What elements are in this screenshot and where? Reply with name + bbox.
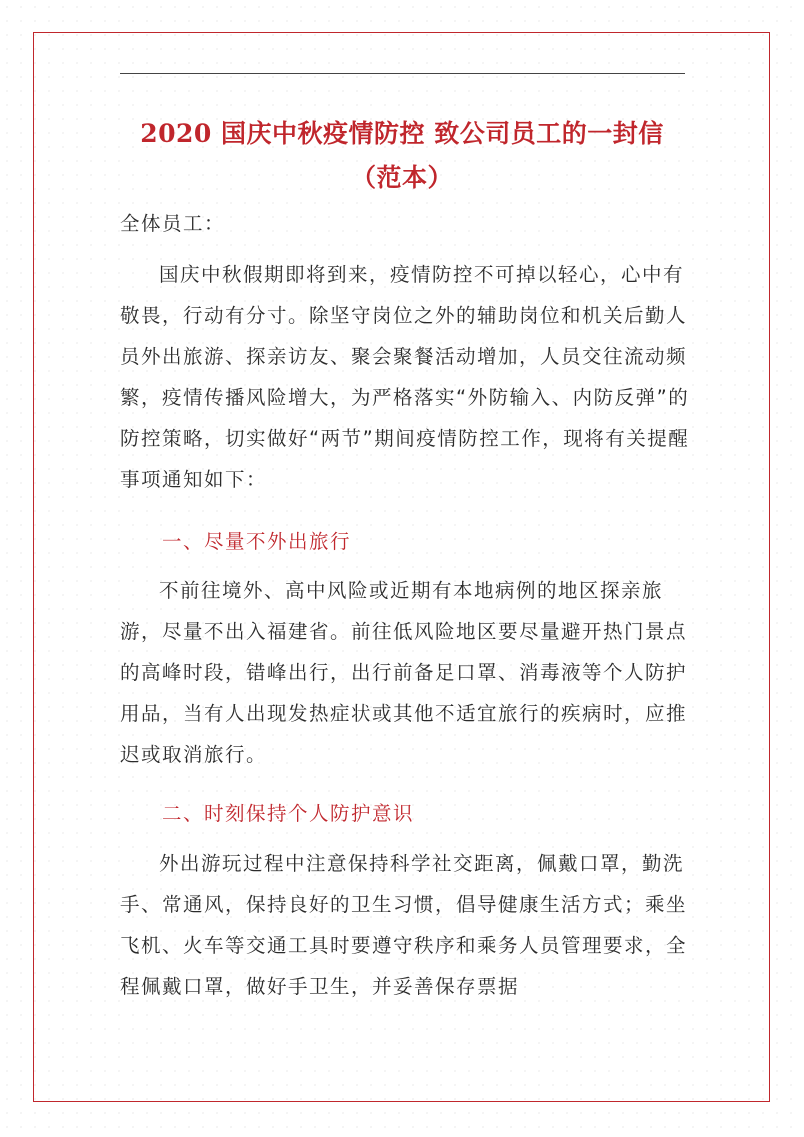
title-line-2: （范本） [350, 163, 453, 192]
section-heading-2: 二、时刻保持个人防护意识 [162, 802, 415, 825]
section-heading-1: 一、尽量不外出旅行 [162, 530, 352, 553]
salutation: 全体员工： [120, 212, 226, 235]
intro-paragraph: 国庆中秋假期即将到来，疫情防控不可掉以轻心，心中有敬畏，行动有分寸。除坚守岗位之外的辅助岗位和机关后勤人员外出旅游、探亲访友、聚会聚餐活动增加，人员交往流动频繁，疫情传播风险增大，为严格落实“外防输入、内防反弹”的防控策略，切实做好“两节”期间疫情防控工作，现将有关提醒事项通知如下： [120, 263, 690, 491]
section-body-1: 不前往境外、高中风险或近期有本地病例的地区探亲旅游，尽量不出入福建省。前往低风险地区要尽量避开热门景点的高峰时段，错峰出行，出行前备足口罩、消毒液等个人防护用品，当有人出现发热症状或其他不适宜旅行的疾病时，应推迟或取消旅行。 [120, 579, 688, 766]
title-line-1: 2020 国庆中秋疫情防控 致公司员工的一封信 [140, 119, 664, 148]
header-rule [120, 73, 685, 74]
document-title [80, 112, 724, 200]
section-body-2: 外出游玩过程中注意保持科学社交距离，佩戴口罩，勤洗手、常通风，保持良好的卫生习惯，倡导健康生活方式；乘坐飞机、火车等交通工具时要遵守秩序和乘务人员管理要求，全程佩戴口罩，做好手卫生，并妥善保存票据 [120, 852, 688, 998]
